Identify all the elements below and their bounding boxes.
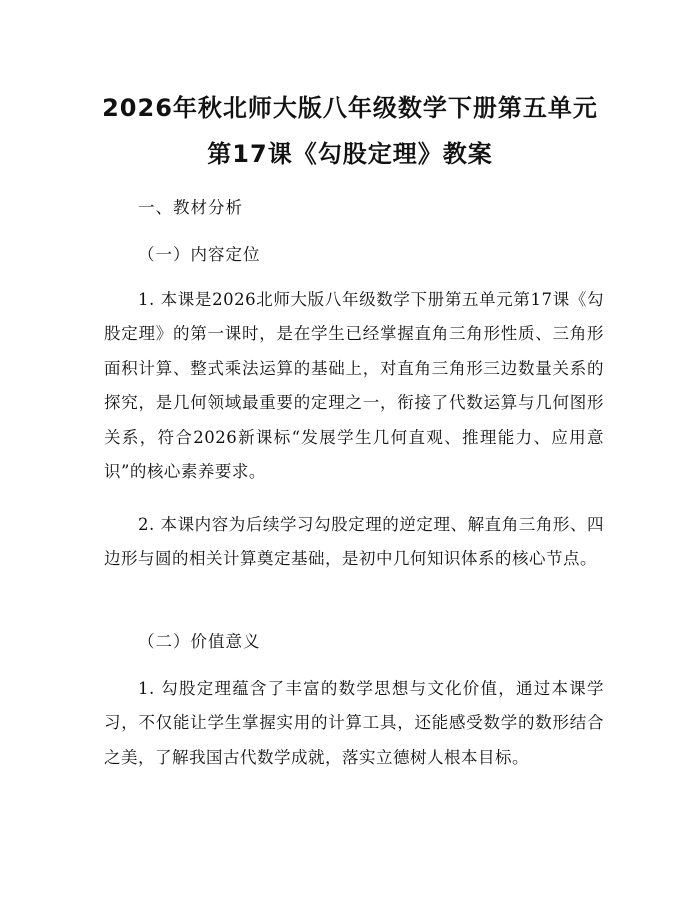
- subsection-heading-value-significance: （二）价值意义: [138, 632, 261, 651]
- paragraph-value-significance-1: 1. 勾股定理蕴含了丰富的数学思想与文化价值，通过本课学习，不仅能让学生掌握实用的计算工具，还能感受数学的数形结合之美，了解我国古代数学成就，落实立德树人根本目标。: [104, 679, 604, 767]
- section-heading-textbook-analysis: 一、教材分析: [138, 198, 243, 217]
- paragraph-content-positioning-2: 2. 本课内容为后续学习勾股定理的逆定理、解直角三角形、四边形与圆的相关计算奠定基础，是初中几何知识体系的核心节点。: [104, 515, 604, 569]
- paragraph-content-positioning-1: 1. 本课是2026北师大版八年级数学下册第五单元第17课《勾股定理》的第一课时，是在学生已经掌握直角三角形性质、三角形面积计算、整式乘法运算的基础上，对直角三角形三边数量关系的探究，是几何领域最重要的定理之一，衔接了代数运算与几何图形关系，符合2026新课标“发展学生几何直观、推理能力、应用意识”的核心素养要求。: [104, 290, 604, 482]
- document-title-line-2: 第17课《勾股定理》教案: [207, 140, 493, 168]
- document-title-line-1: 2026年秋北师大版八年级数学下册第五单元: [102, 94, 598, 122]
- subsection-heading-content-positioning: （一）内容定位: [138, 245, 261, 264]
